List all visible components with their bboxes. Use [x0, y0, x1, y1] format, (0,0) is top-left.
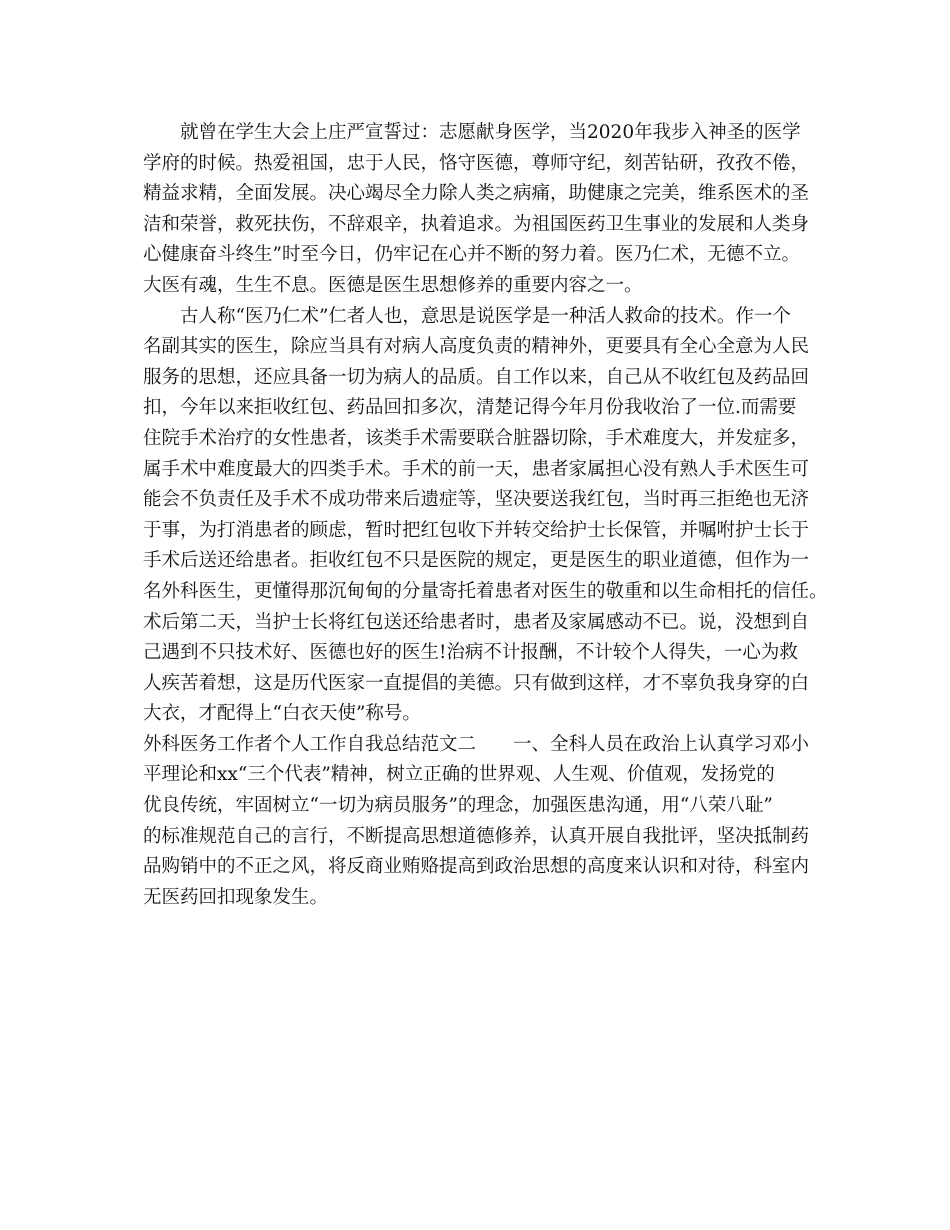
text-line: 属手术中难度最大的四类手术。手术的前一天，患者家属担心没有熟人手术医生可: [143, 458, 810, 480]
text-line: 优良传统，牢固树立“一切为病员服务”的理念，加强医患沟通，用“八荣八耻”: [143, 795, 773, 817]
text-line: 大衣，才配得上“白衣天使”称号。: [143, 703, 421, 725]
text-line: 己遇到不只技术好、医德也好的医生!治病不计报酬，不计较个人得失，一心为救: [143, 642, 798, 664]
text-line: 外科医务工作者个人工作自我总结范文二 一、全科人员在政治上认真学习邓小: [143, 733, 810, 755]
text-line: 服务的思想，还应具备一切为病人的品质。自工作以来，自己从不收红包及药品回: [143, 366, 810, 388]
text-line: 大医有魂，生生不息。医德是医生思想修养的重要内容之一。: [143, 274, 643, 296]
text-line: 名副其实的医生，除应当具有对病人高度负责的精神外，更要具有全心全意为人民: [143, 336, 810, 358]
text-line: 于事，为打消患者的顾虑，暂时把红包收下并转交给护士长保管，并嘱咐护士长于: [143, 519, 810, 541]
text-line: 古人称“医乃仁术”仁者人也，意思是说医学是一种活人救命的技术。作一个: [180, 305, 791, 327]
text-line: 术后第二天，当护士长将红包送还给患者时，患者及家属感动不已。说，没想到自: [143, 611, 810, 633]
text-line: 手术后送还给患者。拒收红包不只是医院的规定，更是医生的职业道德，但作为一: [143, 550, 810, 572]
text-line: 学府的时候。热爱祖国，忠于人民，恪守医德，尊师守纪，刻苦钻研，孜孜不倦，: [143, 152, 810, 174]
text-line: 品购销中的不正之风，将反商业贿赂提高到政治思想的高度来认识和对待，科室内: [143, 856, 810, 878]
text-line: 住院手术治疗的女性患者，该类手术需要联合脏器切除，手术难度大，并发症多，: [143, 427, 810, 449]
text-line: 洁和荣誉，救死扶伤，不辞艰辛，执着追求。为祖国医药卫生事业的发展和人类身: [143, 213, 810, 235]
text-line: 就曾在学生大会上庄严宣誓过：志愿献身医学，当2020年我步入神圣的医学: [180, 122, 801, 143]
text-line: 心健康奋斗终生”时至今日，仍牢记在心并不断的努力着。医乃仁术，无德不立。: [143, 244, 800, 266]
text-line: 人疾苦着想，这是历代医家一直提倡的美德。只有做到这样，才不辜负我身穿的白: [143, 672, 810, 694]
text-line: 精益求精，全面发展。决心竭尽全力除人类之病痛，助健康之完美，维系医术的圣: [143, 183, 810, 205]
text-line: 的标准规范自己的言行，不断提高思想道德修养，认真开展自我批评，坚决抵制药: [143, 825, 810, 847]
document-body: [143, 118, 828, 913]
text-line: 扣，今年以来拒收红包、药品回扣多次，清楚记得今年月份我收治了一位.而需要: [143, 397, 797, 419]
text-line: 能会不负责任及手术不成功带来后遗症等，坚决要送我红包，当时再三拒绝也无济: [143, 489, 810, 511]
text-line: 名外科医生，更懂得那沉甸甸的分量寄托着患者对医生的敬重和以生命相托的信任。: [143, 580, 828, 602]
text-line: 平理论和xx“三个代表”精神，树立正确的世界观、人生观、价值观，发扬党的: [143, 764, 775, 786]
text-line: 无医药回扣现象发生。: [143, 886, 329, 908]
